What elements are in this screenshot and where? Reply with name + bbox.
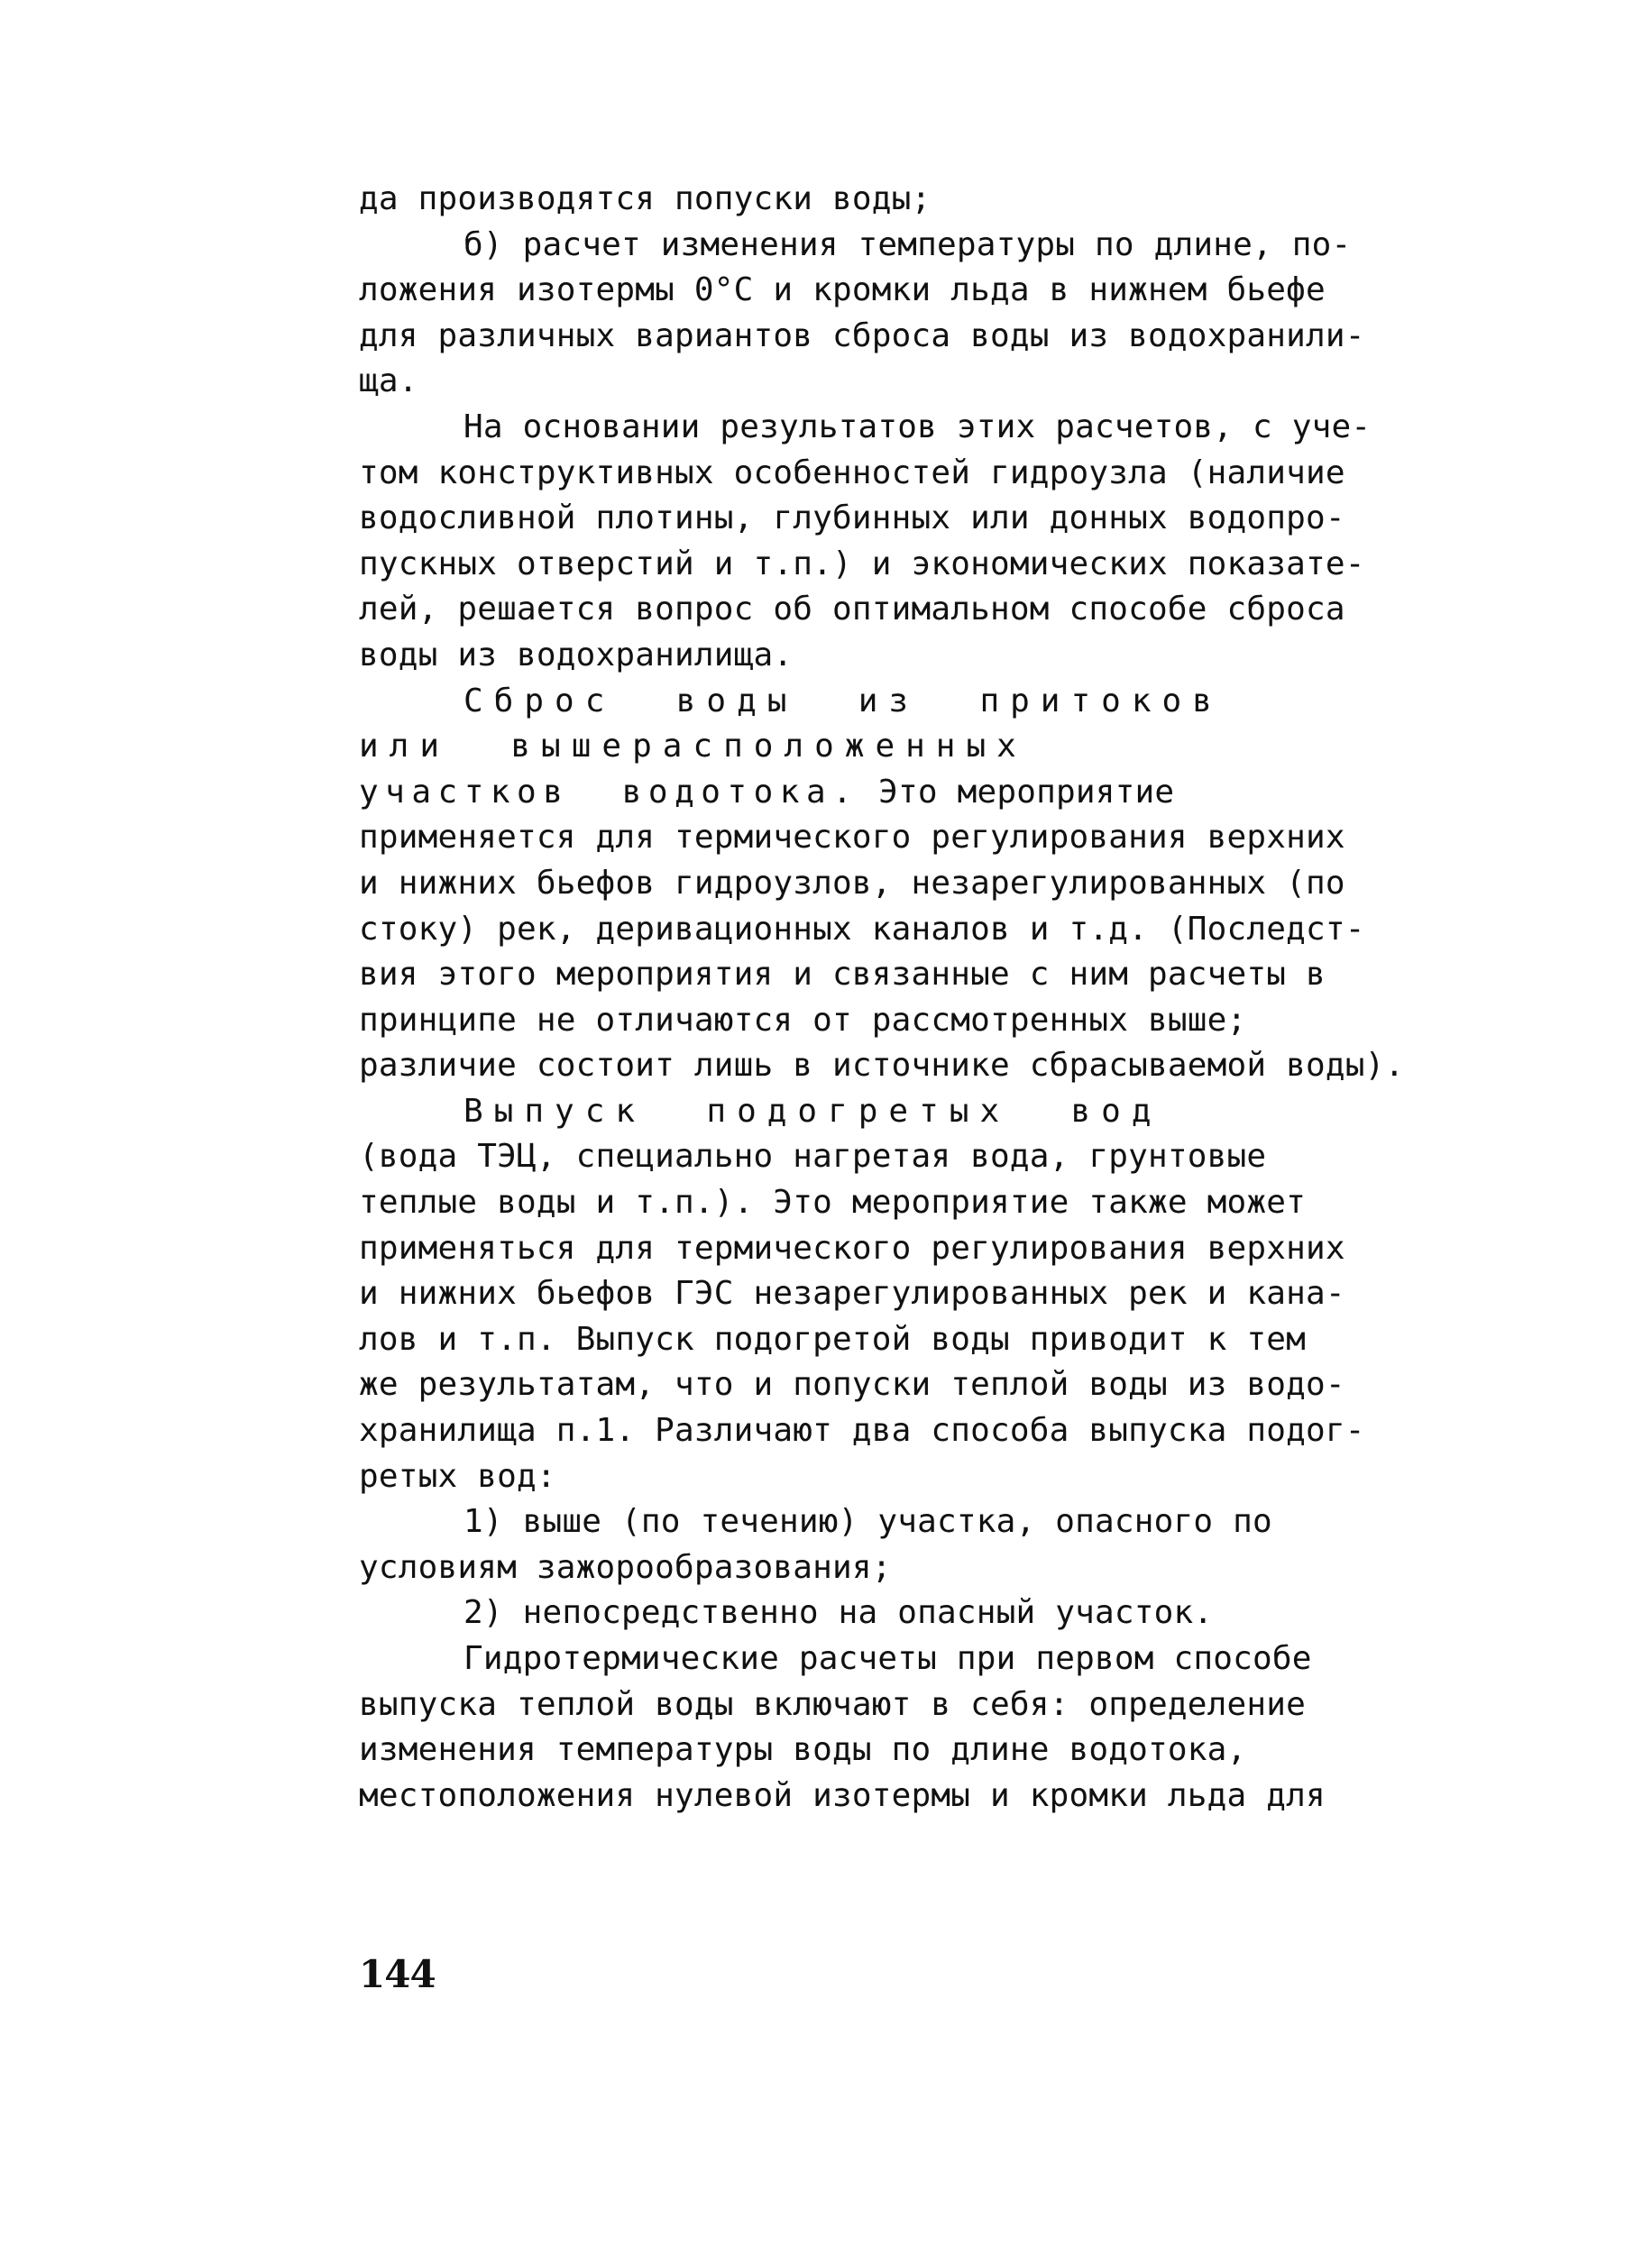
text-line: воды из водохранилища.: [359, 636, 794, 674]
text-line: [359, 770, 1522, 816]
text-line: Сброс воды из притоков: [463, 682, 1223, 720]
document-body: [359, 177, 1522, 1819]
text-line: том конструктивных особенностей гидроузла (наличие: [359, 454, 1345, 491]
text-line: Выпуск подогретых вод: [463, 1092, 1162, 1130]
text-line: или вышерасположенных: [359, 728, 1027, 765]
text-line: лов и т.п. Выпуск подогретой воды приводит к тем: [359, 1320, 1306, 1358]
text-line: ретых вод:: [359, 1457, 556, 1495]
text-line: б) расчет изменения температуры по длине, по-: [463, 225, 1352, 263]
text-line: (вода ТЭЦ, специально нагретая вода, грунтовые: [359, 1138, 1267, 1176]
text-line: Гидротермические расчеты при первом способе: [463, 1640, 1312, 1677]
spaced-heading-text: участков водотока.: [359, 773, 859, 811]
text-line: ща.: [359, 362, 418, 400]
page-number: 144: [359, 1952, 436, 1996]
text-line: да производятся попуски воды;: [359, 180, 932, 217]
text-line: и нижних бьефов ГЭС незарегулированных рек и кана-: [359, 1275, 1345, 1313]
text-line: пускных отверстий и т.п.) и экономических показате-: [359, 545, 1365, 582]
text-line: же результатам, что и попуски теплой воды из водо-: [359, 1366, 1345, 1404]
text-line: условиям зажорообразования;: [359, 1548, 892, 1586]
text-line: хранилища п.1. Различают два способа выпуска подог-: [359, 1412, 1365, 1450]
text-line: ложения изотермы 0°С и кромки льда в нижнем бьефе: [359, 271, 1326, 309]
text-line: вия этого мероприятия и связанные с ним расчеты в: [359, 956, 1326, 994]
text-line: применяться для термического регулирования верхних: [359, 1229, 1345, 1267]
text-line: На основании результатов этих расчетов, с уче-: [463, 408, 1372, 445]
text-line: водосливной плотины, глубинных или донных водопро-: [359, 500, 1345, 537]
text-line: и нижних бьефов гидроузлов, незарегулированных (по: [359, 864, 1345, 902]
text-line: выпуска теплой воды включают в себя: определение: [359, 1685, 1306, 1723]
text-line: стоку) рек, деривационных каналов и т.д. (Последст-: [359, 910, 1365, 948]
text-line: принципе не отличаются от рассмотренных выше;: [359, 1001, 1247, 1039]
line-rest-text: Это мероприятие: [858, 773, 1175, 811]
text-line: для различных вариантов сброса воды из водохранили-: [359, 316, 1365, 354]
text-line: применяется для термического регулирования верхних: [359, 819, 1345, 857]
text-line: 2) непосредственно на опасный участок.: [463, 1594, 1214, 1632]
text-line: лей, решается вопрос об оптимальном способе сброса: [359, 591, 1345, 628]
text-line: изменения температуры воды по длине водотока,: [359, 1731, 1247, 1769]
text-line: различие состоит лишь в источнике сбрасываемой воды).: [359, 1047, 1405, 1085]
text-line: 1) выше (по течению) участка, опасного по: [463, 1503, 1272, 1541]
text-line: местоположения нулевой изотермы и кромки льда для: [359, 1776, 1326, 1814]
text-line: теплые воды и т.п.). Это мероприятие также может: [359, 1184, 1306, 1222]
